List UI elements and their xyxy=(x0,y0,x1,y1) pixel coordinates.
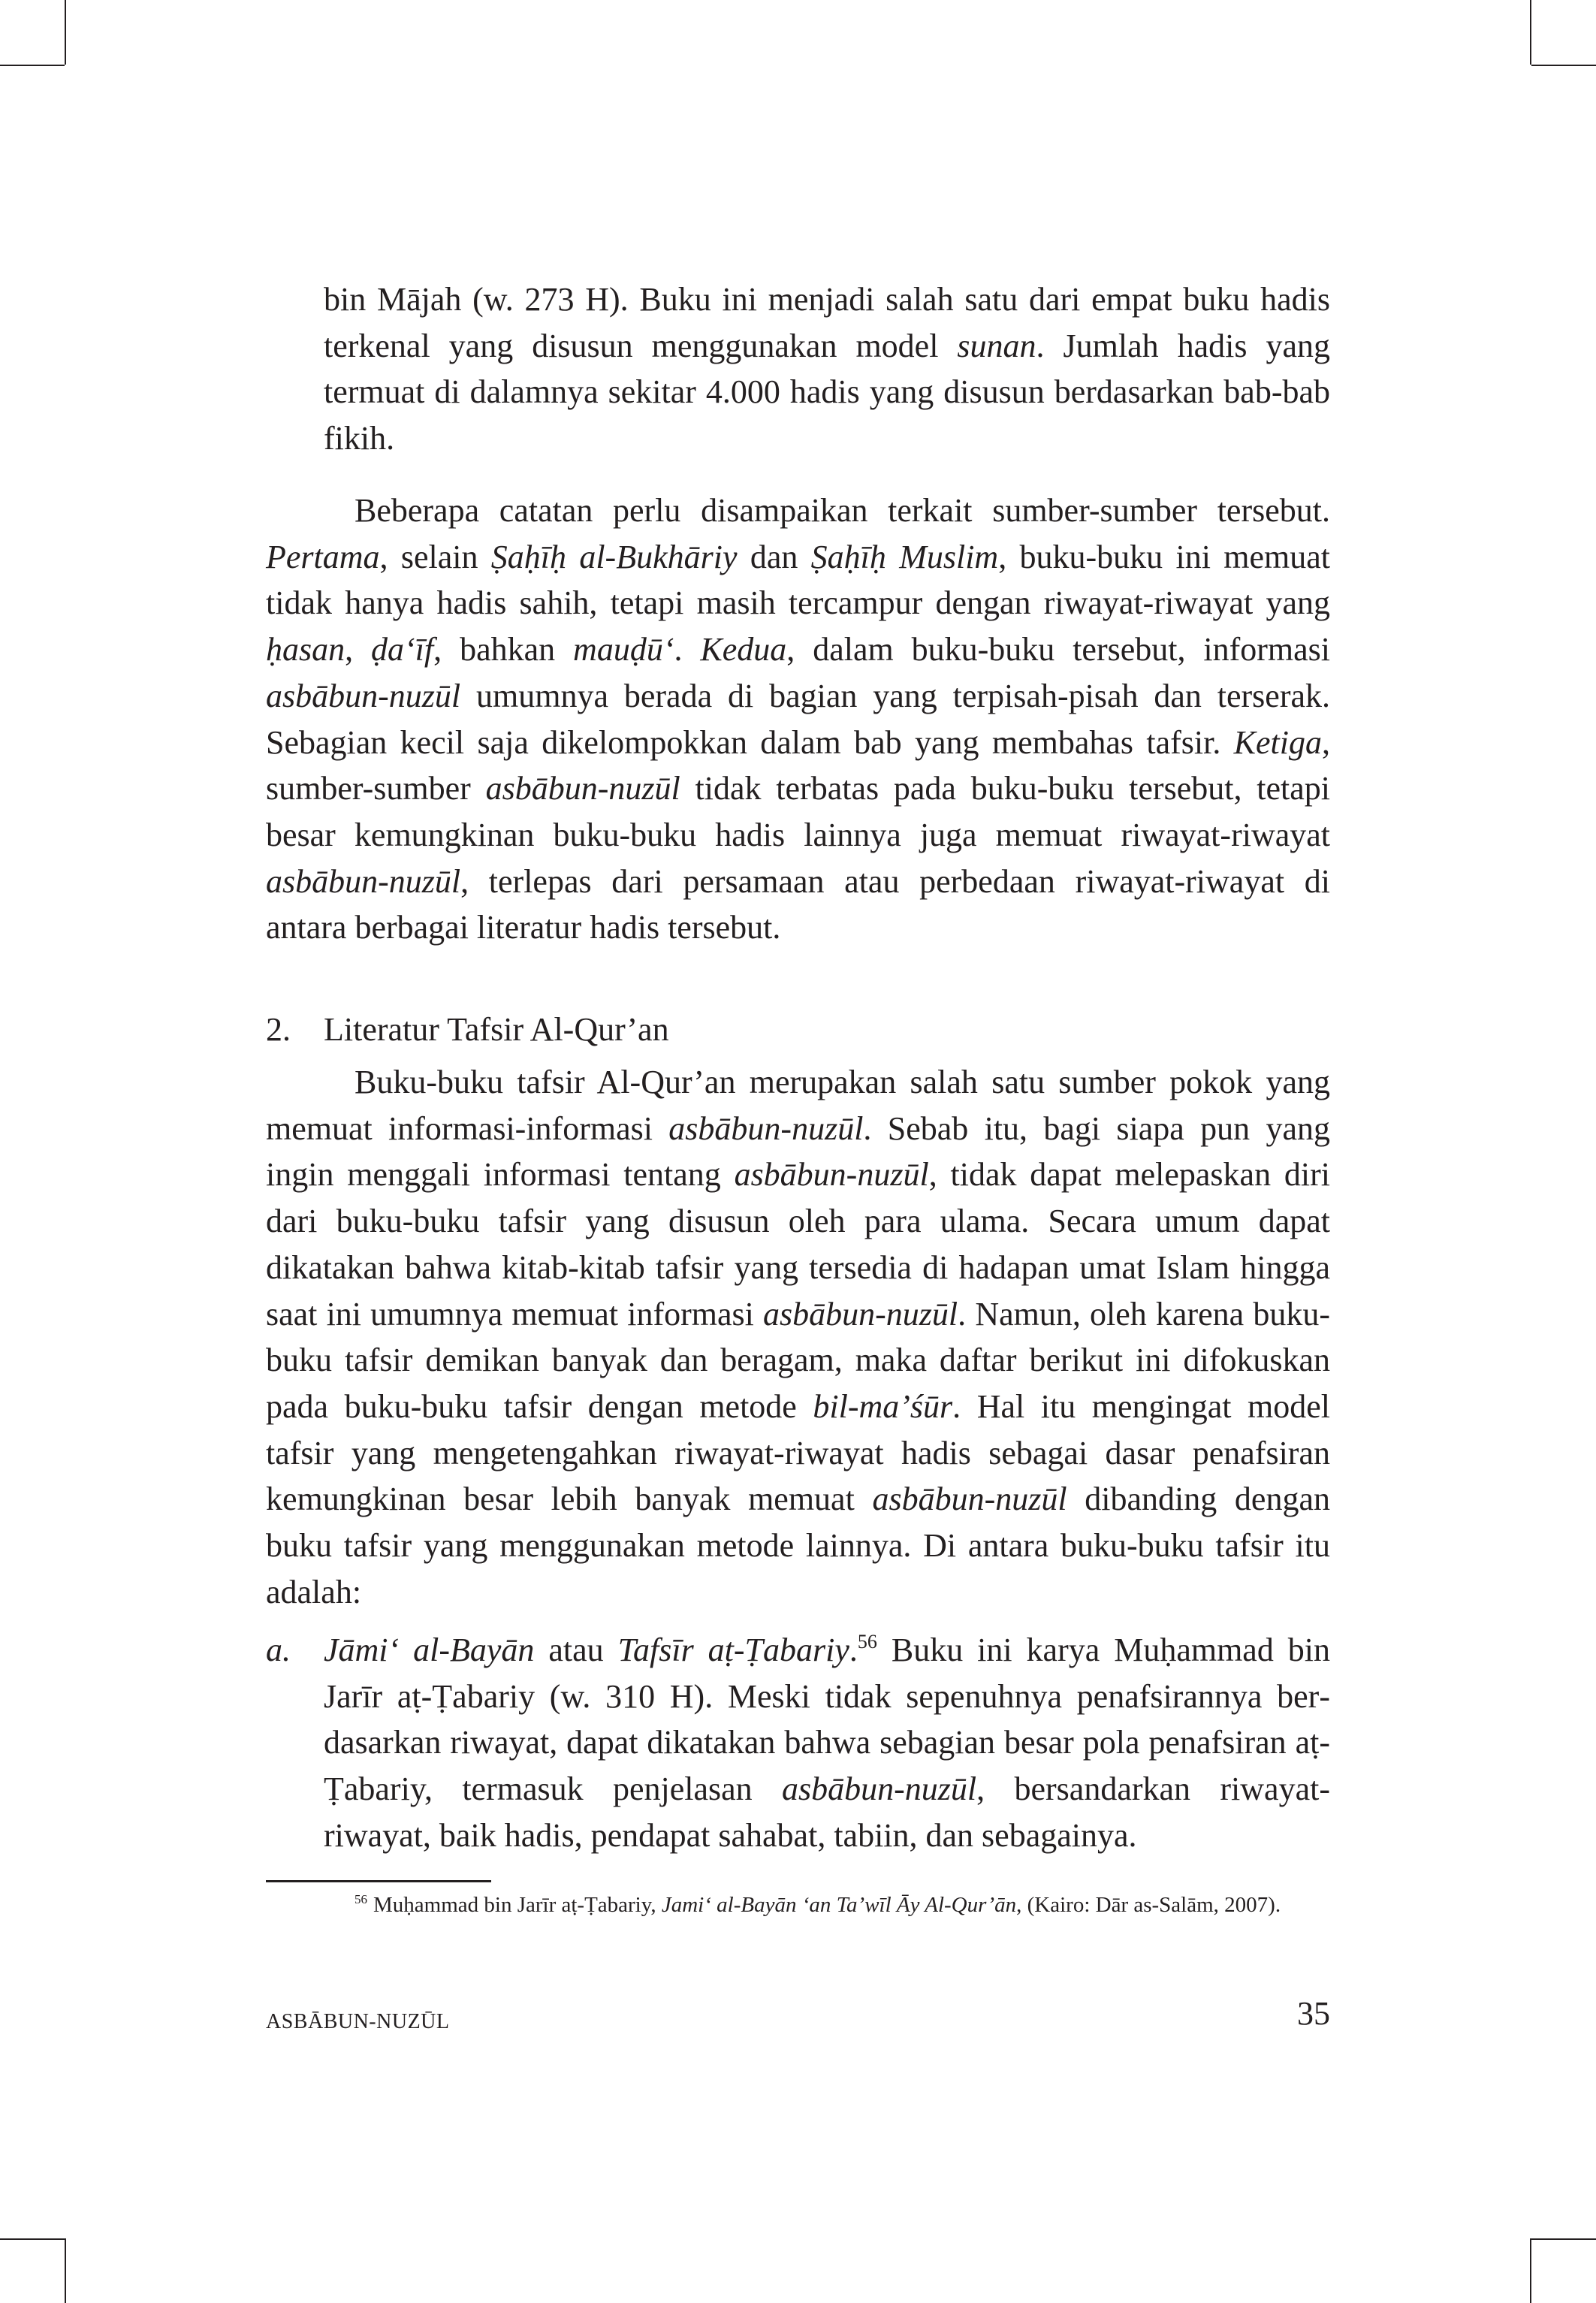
crop-mark-top-right-v xyxy=(1530,0,1531,65)
running-head: ASBĀBUN-NUZŪL xyxy=(266,2010,450,2033)
paragraph-notes-text: Beberapa catatan perlu disampaikan terkait sumber-sumber tersebut. Pertama, selain Ṣaḥīḥ al-Bukhāriy dan Ṣaḥīḥ Muslim, buku-buku ini memuat tidak hanya hadis sahih, tetapi masih tercampur dengan riwayat-riwayat yang ḥasan, ḍa‘īf, bahkan mauḍū‘. Kedua, dalam buku-buku tersebut, informasi asbābun-nuzūl umumnya berada di bagian yang terpisah-pisah dan terserak. Sebagian kecil saja dikelompokkan dalam bab yang membahas tafsir. Ketiga, sumber-sumber asbābun-nuzūl tidak terbatas pada buku-buku tersebut, tetapi besar kemungkinan buku-buku hadis lainnya juga memuat riwayat-riwayat asbābun-nuzūl, terlepas dari persamaan atau perbedaan riwayat-riwayat di antara berbagai literatur hadis tersebut. xyxy=(266,492,1331,946)
footnote-number: 56 xyxy=(354,1892,367,1906)
paragraph-continuation-text: bin Mājah (w. 273 H). Buku ini menjadi salah satu dari empat buku hadis terkenal yang disusun menggunakan model sunan. Jumlah hadis yang termuat di dalamnya sekitar 4.000 hadis yang disusun berdasarkan bab-bab fikih. xyxy=(324,281,1330,457)
paragraph-tafsir xyxy=(266,1059,1330,1615)
section-title: Literatur Tafsir Al-Qur’an xyxy=(324,1011,669,1048)
footnote-rule xyxy=(266,1880,491,1882)
list-item-marker: a. xyxy=(266,1631,291,1668)
footnote-text: Muḥammad bin Jarīr aṭ-Ṭabariy, Jami‘ al-Bayān ‘an Ta’wīl Āy Al-Qur’ān, (Kairo: Dār as-Salām, 2007). xyxy=(373,1893,1281,1917)
crop-mark-bottom-right-h xyxy=(1531,2238,1596,2240)
paragraph-tafsir-text: Buku-buku tafsir Al-Qur’an merupakan salah satu sumber pokok yang memuat informasi-informasi asbābun-nuzūl. Sebab itu, bagi siapa pun yang ingin menggali informasi tentang asbābun-nuzūl, tidak dapat melepaskan diri dari buku-buku tafsir yang disusun oleh para ulama. Secara umum dapat dikatakan bahwa kitab-kitab tafsir yang tersedia di hadapan umat Islam hingga saat ini umumnya memuat informasi asbābun-nuzūl. Namun, oleh karena buku-buku tafsir demikan banyak dan beragam, maka daftar berikut ini difokuskan pada buku-buku tafsir dengan metode bil-ma’śūr. Hal itu mengingat model tafsir yang mengetengahkan riwayat-riwayat hadis sebagai dasar penafsiran kemungkinan besar lebih banyak memuat asbābun-nuzūl dibanding dengan buku tafsir yang menggunakan metode lainnya. Di antara buku-buku tafsir itu adalah: xyxy=(266,1064,1330,1610)
footnote xyxy=(266,1884,1330,1921)
crop-mark-top-left-v xyxy=(65,0,66,65)
crop-mark-top-right-h xyxy=(1531,65,1596,66)
section-heading xyxy=(266,1007,1330,1053)
paragraph-continuation xyxy=(324,276,1330,462)
crop-mark-bottom-right-v xyxy=(1530,2238,1531,2303)
crop-mark-top-left-h xyxy=(0,65,65,66)
page-number: 35 xyxy=(1297,1995,1330,2032)
paragraph-notes xyxy=(266,487,1330,951)
crop-mark-bottom-left-h xyxy=(0,2238,65,2240)
crop-mark-bottom-left-v xyxy=(65,2238,66,2303)
section-number: 2. xyxy=(266,1011,291,1048)
list-item-text: Jāmi‘ al-Bayān atau Tafsīr aṭ-Ṭabariy.$^{56}$ Buku ini karya Muḥammad bin Jarīr aṭ-Ṭabariy (w. 310 H). Meski tidak sepenuhnya penafsirannya berdasarkan riwayat, dapat dikatakan bahwa sebagian besar pola penafsiran aṭ-Ṭabariy, termasuk penjelasan asbābun-nuzūl, bersandarkan riwayat-riwayat, baik hadis, pendapat sahabat, tabiin, dan sebagainya. xyxy=(324,1631,1330,1854)
